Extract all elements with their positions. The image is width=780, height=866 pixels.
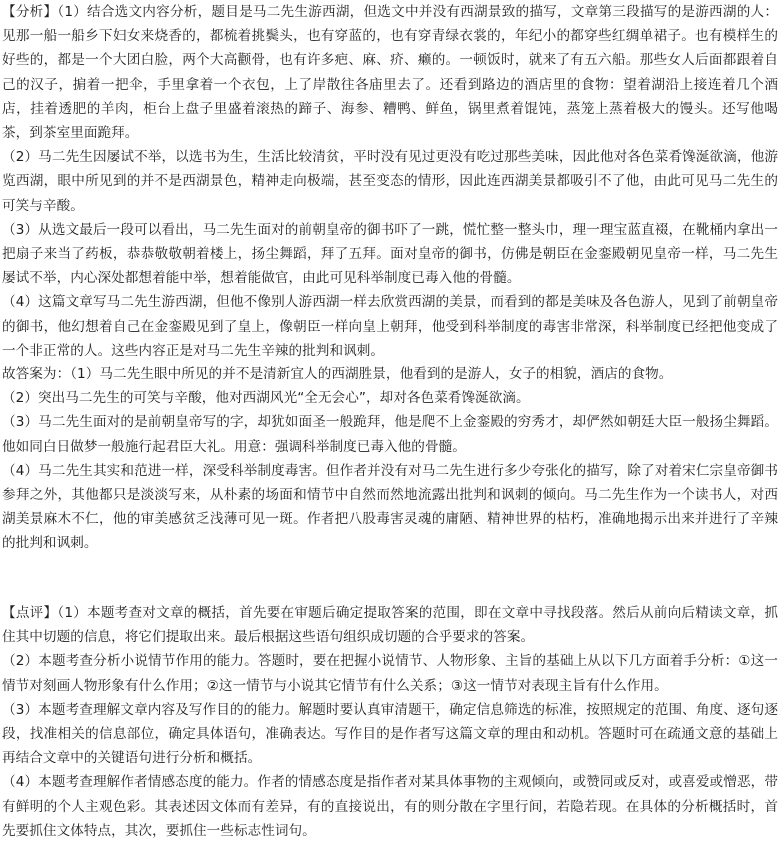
analysis-section xyxy=(0,0,778,363)
comment-section xyxy=(0,601,778,843)
answer-paragraph-2: （2）突出马二先生的可笑与辛酸，他对西湖风光“全无会心”，却对各色菜肴馋涎欲滴。 xyxy=(2,390,530,407)
answer-paragraph-4: （4）马二先生其实和范进一样，深受科举制度毒害。但作者并没有对马二先生进行多少夸张化的描写，除了对着宋仁宗皇帝御书参拜之外，其他都只是淡淡写来，从朴素的场面和情节中自然而然地流露出批判和讽刺的倾向。马二先生作为一个读书人，对西湖美景麻木不仁，他的审美感贫乏浅薄可见一斑。作者把八股毒害灵魂的庸陋、精神世界的枯朽，准确地揭示出来并进行了辛辣的批判和讽刺。 xyxy=(2,462,778,552)
analysis-paragraph-3: （3）从选文最后一段可以看出，马二先生面对的前朝皇帝的御书吓了一跳，慌忙整一整头巾，理一理宝蓝直裰，在靴桶内拿出一把扇子来当了药板，恭恭敬敬朝着楼上，扬尘舞蹈，拜了五拜。面对皇帝的御书，仿佛是朝臣在金銮殿朝见皇帝一样，马二先生屡试不举，内心深处都想着能中举，想着能做官，由此可见科举制度已毒入他的骨髓。 xyxy=(2,221,778,287)
answer-paragraph-1: 故答案为：（1）马二先生眼中所见的并不是清新宜人的西湖胜景，他看到的是游人，女子的相貌，酒店的食物。 xyxy=(2,366,673,382)
analysis-paragraph-1: 【分析】（1）结合选文内容分析，题目是马二先生游西湖，但选文中并没有西湖景致的描写，文章第三段描写的是游西湖的人：见那一船一船乡下妇女来烧香的，都梳着挑鬓头，也有穿蓝的，也有穿青绿衣裳的，年纪小的都穿些红绸单裙子。也有模样生的好些的，都是一个大团白脸，两个大高颧骨，也有许多疤、麻、疥、癞的。一顿饭时，就来了有五六船。那些女人后面都跟着自己的汉子，掮着一把伞，手里拿着一个衣包，上了岸散往各庙里去了。还看到路边的酒店里的食物：望着湖沿上接连着几个酒店，挂着透肥的羊肉，柜台上盘子里盛着滚热的蹄子、海参、糟鸭、鲜鱼，锅里煮着馄饨，蒸笼上蒸着极大的馒头。还写他喝茶，到茶室里面跪拜。 xyxy=(2,4,778,142)
comment-paragraph-3: （3）本题考查理解文章内容及写作目的的能力。解题时要认真审清题干，确定信息筛选的标准，按照规定的范围、角度、逐句逐段，找准相关的信息部位，确定具体语句，准确表达。写作目的是作者写这篇文章的理由和动机。答题时可在疏通文意的基础上再结合文章中的关键语句进行分析和概括。 xyxy=(2,701,778,767)
comment-paragraph-2: （2）本题考查分析小说情节作用的能力。答题时，要在把握小说情节、人物形象、主旨的基础上从以下几方面着手分析：①这一情节对刻画人物形象有什么作用；②这一情节与小说其它情节有什么关系；③这一情节对表现主旨有什么作用。 xyxy=(2,653,778,694)
comment-paragraph-4: （4）本题考查理解作者情感态度的能力。作者的情感态度是指作者对某具体事物的主观倾向，或赞同或反对，或喜爱或憎恶，带有鲜明的个人主观色彩。其表述因文体而有差异，有的直接说出，有的则分散在字里行间，若隐若现。在具体的分析概括时，首先要抓住文体特点，其次，要抓住一些标志性词句。 xyxy=(2,774,778,839)
answer-paragraph-3: （3）马二先生面对的是前朝皇帝写的字，却犹如面圣一般跪拜，他是爬不上金銮殿的穷秀才，却俨然如朝廷大臣一般扬尘舞蹈。他如同白日做梦一般施行起君臣大礼。用意：强调科举制度已毒入他的骨髓。 xyxy=(2,414,778,455)
comment-paragraph-1: 【点评】（1）本题考查对文章的概括，首先要在审题后确定提取答案的范围，即在文章中寻找段落。然后从前向后精读文章，抓住其中切题的信息，将它们提取出来。最后根据这些语句组织成切题的合乎要求的答案。 xyxy=(2,605,778,646)
analysis-paragraph-2: （2）马二先生因屡试不举，以选书为生，生活比较清贫，平时没有见过更没有吃过那些美味，因此他对各色菜肴馋涎欲滴，他游览西湖，眼中所见到的并不是西湖景色，精神走向极端，甚至变态的情形，因此连西湖美景都吸引不了他，由此可见马二先生的可笑与辛酸。 xyxy=(2,149,778,214)
answer-section xyxy=(0,362,778,556)
analysis-paragraph-4: （4）这篇文章写马二先生游西湖，但他不像别人游西湖一样去欣赏西湖的美景，而看到的都是美味及各色游人，见到了前朝皇帝的御书，他幻想着自己在金銮殿见到了皇上，像朝臣一样向皇上朝拜，他受到科举制度的毒害非常深，科举制度已经把他变成了一个非正常的人。这些内容正是对马二先生辛辣的批判和讽刺。 xyxy=(2,294,778,359)
